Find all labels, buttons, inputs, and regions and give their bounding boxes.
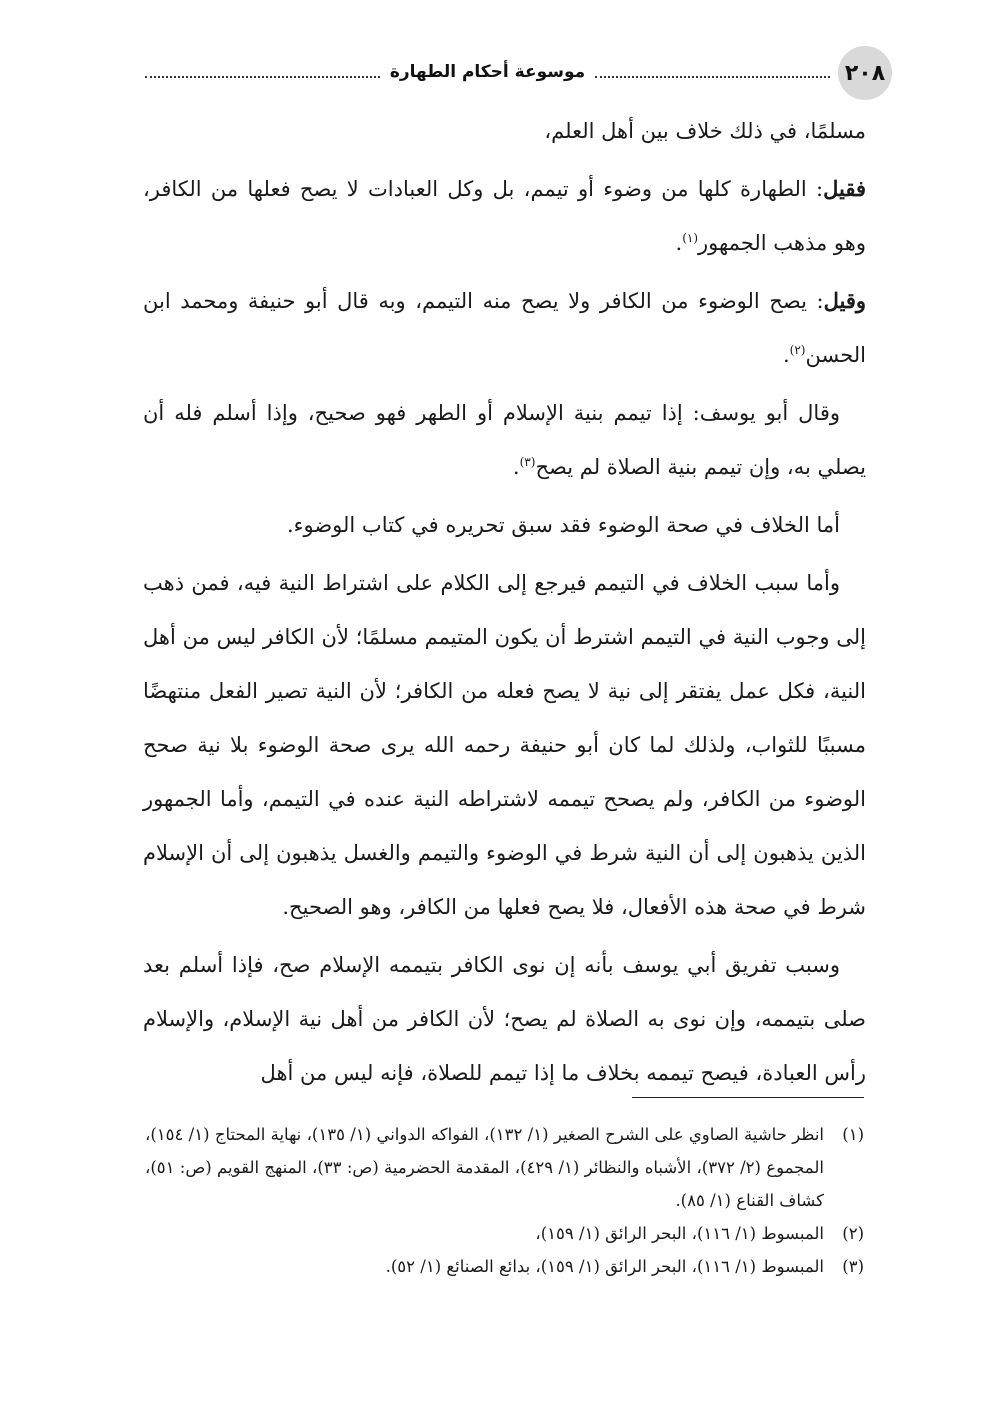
paragraph-2-lead: فقيل: [823, 176, 866, 201]
footnote-2: [145, 1217, 864, 1250]
paragraph-1: [143, 104, 866, 158]
footnote-3-number: (٣): [842, 1257, 864, 1276]
footnote-ref-1[interactable]: (١): [682, 231, 699, 245]
paragraph-3-text: : يصح الوضوء من الكافر ولا يصح منه التيمم، وبه قال أبو حنيفة ومحمد ابن الحسن: [143, 289, 866, 367]
paragraph-3: [143, 274, 866, 382]
footnote-ref-2[interactable]: (٢): [789, 343, 806, 357]
page-header: [145, 46, 892, 102]
main-text: [143, 104, 866, 1100]
footnote-ref-3[interactable]: (٣): [519, 455, 536, 469]
paragraph-2: [143, 162, 866, 270]
paragraph-5-text: أما الخلاف في صحة الوضوء فقد سبق تحريره في كتاب الوضوء.: [286, 513, 840, 537]
paragraph-4-end: .: [512, 455, 520, 479]
footnote-1-text: انظر حاشية الصاوي على الشرح الصغير (١/ ١٣٢)، الفواكه الدواني (١/ ١٣٥)، نهاية المحتاج (١/ ١٥٤)، المجموع (٢/ ٣٧٢)، الأشباه والنظائر (١/ ٤٢٩)، المقدمة الحضرمية (ص: ٣٣)، المنهج القويم (ص: ٥١)، كشاف القناع (١/ ٨٥).: [145, 1125, 825, 1210]
footnote-divider: [632, 1097, 864, 1098]
paragraph-6-text: وأما سبب الخلاف في التيمم فيرجع إلى الكلام على اشتراط النية فيه، فمن ذهب إلى وجوب النية في التيمم اشترط أن يكون المتيمم مسلمًا؛ لأن الكافر ليس من أهل النية، فكل عمل يفتقر إلى نية لا يصح فعله من الكافر؛ لأن النية تصير الفعل منتهضًا مسببًا للثواب، ولذلك لما كان أبو حنيفة رحمه الله يرى صحة الوضوء بلا نية صحح الوضوء من الكافر، ولم يصحح تيممه لاشتراطه النية عنده في التيمم، وأما الجمهور الذين يذهبون إلى أن النية شرط في الوضوء والتيمم والغسل يذهبون إلى أن الإسلام شرط في صحة هذه الأفعال، فلا يصح فعلها من الكافر، وهو الصحيح.: [143, 571, 866, 919]
page-number: ٢٠٨: [844, 60, 886, 86]
header-dots-left: [145, 76, 380, 78]
paragraph-5: [143, 498, 866, 552]
paragraph-4-text: وقال أبو يوسف: إذا تيمم بنية الإسلام أو الطهر فهو صحيح، وإذا أسلم فله أن يصلي به، وإن تيمم بنية الصلاة لم يصح: [143, 401, 866, 479]
footnote-3-text: المبسوط (١/ ١١٦)، البحر الرائق (١/ ١٥٩)، بدائع الصنائع (١/ ٥٢).: [385, 1257, 824, 1276]
paragraph-1-text: مسلمًا، في ذلك خلاف بين أهل العلم،: [544, 119, 866, 143]
paragraph-7-text: وسبب تفريق أبي يوسف بأنه إن نوى الكافر بتيممه الإسلام صح، فإذا أسلم بعد صلى بتيممه، وإن نوى به الصلاة لم يصح؛ لأن الكافر من أهل نية الإسلام، والإسلام رأس العبادة، فيصح تيممه بخلاف ما إذا تيمم للصلاة، فإنه ليس من أهل: [143, 953, 866, 1085]
paragraph-6: [143, 556, 866, 934]
paragraph-2-text: : الطهارة كلها من وضوء أو تيمم، بل وكل العبادات لا يصح فعلها من الكافر، وهو مذهب الجمهور: [143, 177, 866, 255]
footnote-1: [145, 1118, 864, 1217]
footnote-2-number: (٢): [842, 1224, 864, 1243]
paragraph-2-end: .: [675, 231, 683, 255]
book-title: موسوعة أحكام الطهارة: [389, 62, 586, 82]
paragraph-3-lead: وقيل: [823, 288, 866, 313]
footnotes: [145, 1118, 864, 1283]
running-head: [145, 58, 830, 86]
paragraph-3-end: .: [782, 343, 790, 367]
paragraph-4: [143, 386, 866, 494]
footnote-1-number: (١): [842, 1125, 864, 1144]
page-number-badge: [838, 46, 892, 100]
header-dots-right: [595, 76, 830, 78]
paragraph-7: [143, 938, 866, 1100]
footnote-2-text: المبسوط (١/ ١١٦)، البحر الرائق (١/ ١٥٩)،: [535, 1224, 824, 1243]
footnote-3: [145, 1250, 864, 1283]
